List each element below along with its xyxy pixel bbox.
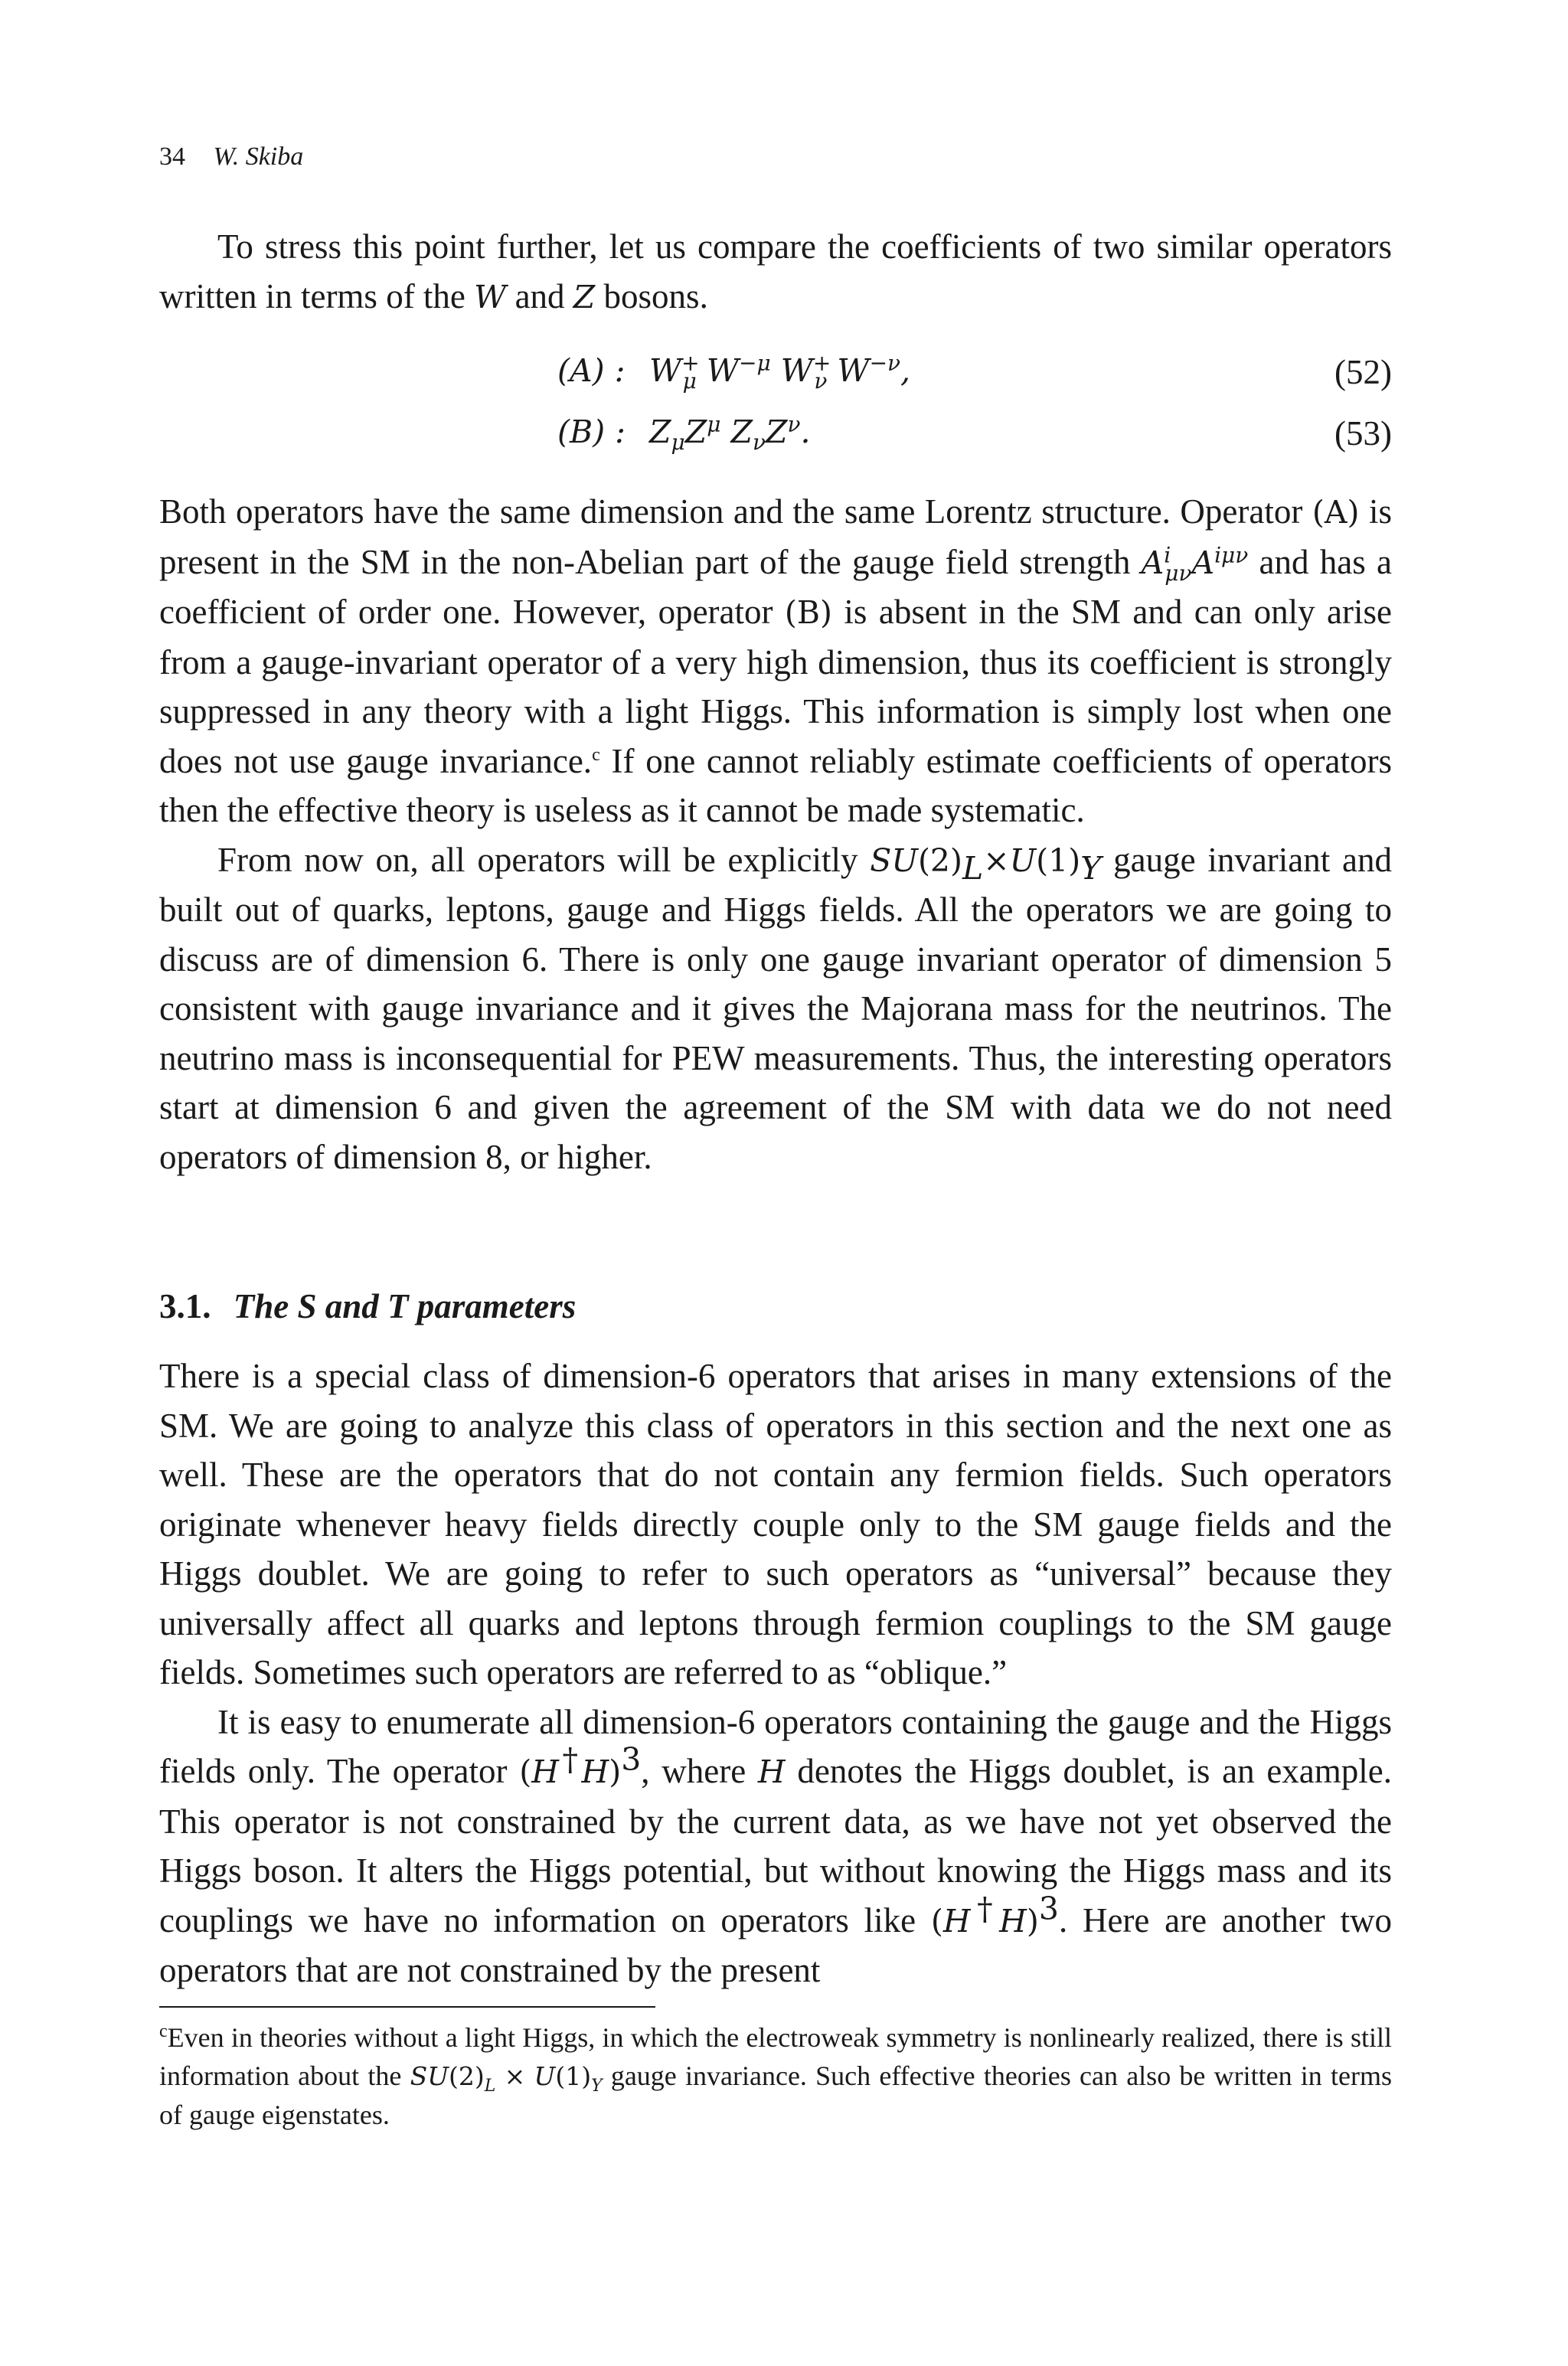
equation-body: $W^+_\mu$ $W^{-\mu}$ $W^+_\nu$ $W^{-\nu}$, — [649, 350, 911, 394]
paragraph-1: To stress this point further, let us compare the coefficients of two similar operators written in terms of the W and Z bosons. — [159, 227, 1392, 315]
equation-53 — [159, 413, 1392, 462]
equation-label: (B) : — [557, 413, 626, 450]
page-number: 34 — [159, 142, 185, 171]
running-header — [159, 142, 303, 172]
equation-number: (52) — [1334, 353, 1392, 391]
equation-label: (A) : — [557, 352, 626, 389]
section-title: The S and T parameters — [233, 1287, 577, 1325]
section-heading — [159, 1286, 576, 1326]
paragraph-4: There is a special class of dimension-6 operators that arises in many extensions of the SM. We are going to analyze this class of operators in this section and the next one as well. These are the operators that do not contain any fermion fields. Such operators originate whenever heavy fields directly couple only to the SM gauge fields and the Higgs doublet. We are going to refer to such operators as “universal” because they universally affect all quarks and leptons through fermion couplings to the SM gauge fields. Sometimes such operators are referred to as “oblique.” It is easy to enumerate all dimension-6 operators containing the gauge and the Higgs fields only. The operator $(H^\dagger H)^3$, where H denotes the Higgs doublet, is an example. This operator is not constrained by the current data, as we have not yet observed the Higgs boson. It alters the Higgs potential, but without knowing the Higgs mass and its couplings we have no information on operators like $(H^\dagger H)^3$. Here are another two operators that are not constrained by the present — [159, 1357, 1393, 1989]
footnote: $^c$Even in theories without a light Higgs, in which the electroweak symmetry is nonlinearly realized, there is still information about the $SU(2)_L \times U(1)_Y$ gauge invariance. Such effective theories can also be written in terms of gauge eigenstates. — [159, 2021, 1393, 2130]
running-author: W. Skiba — [213, 142, 304, 171]
equation-number: (53) — [1334, 414, 1392, 453]
equation-body: $Z_\mu Z^\mu$ $Z_\nu Z^\nu$. — [649, 411, 811, 456]
footnote-rule — [159, 2006, 655, 2008]
section-number: 3.1. — [159, 1287, 211, 1325]
equation-52 — [159, 352, 1392, 401]
footnote-ref: c — [592, 744, 600, 765]
footnote-mark: c — [159, 2021, 168, 2041]
paragraph-2: Both operators have the same dimension and the same Lorentz structure. Operator (A) is present in the SM in the non-Abelian part of the gauge field strength $A^i_{\mu\nu}A^{i\mu\nu}$ and has a coefficient of order one. However, operator (B) is absent in the SM and can only arise from a gauge-invariant operator of a very high dimension, thus its coefficient is strongly suppressed in any theory with a light Higgs. This information is simply lost when one does not use gauge invariance.$^c$ If one cannot reliably estimate coefficients of operators then the effective theory is useless as it cannot be made systematic. From now on, all operators will be explicitly $SU(2)_L\times U(1)_Y$ gauge invariant and built out of quarks, leptons, gauge and Higgs fields. All the operators we are going to discuss are of dimension 6. There is only one gauge invariant operator of dimension 5 consistent with gauge invariance and it gives the Majorana mass for the neutrinos. The neutrino mass is inconsequential for PEW measurements. Thus, the interesting operators start at dimension 6 and given the agreement of the SM with data we do not need operators of dimension 8, or higher. — [159, 492, 1393, 1176]
